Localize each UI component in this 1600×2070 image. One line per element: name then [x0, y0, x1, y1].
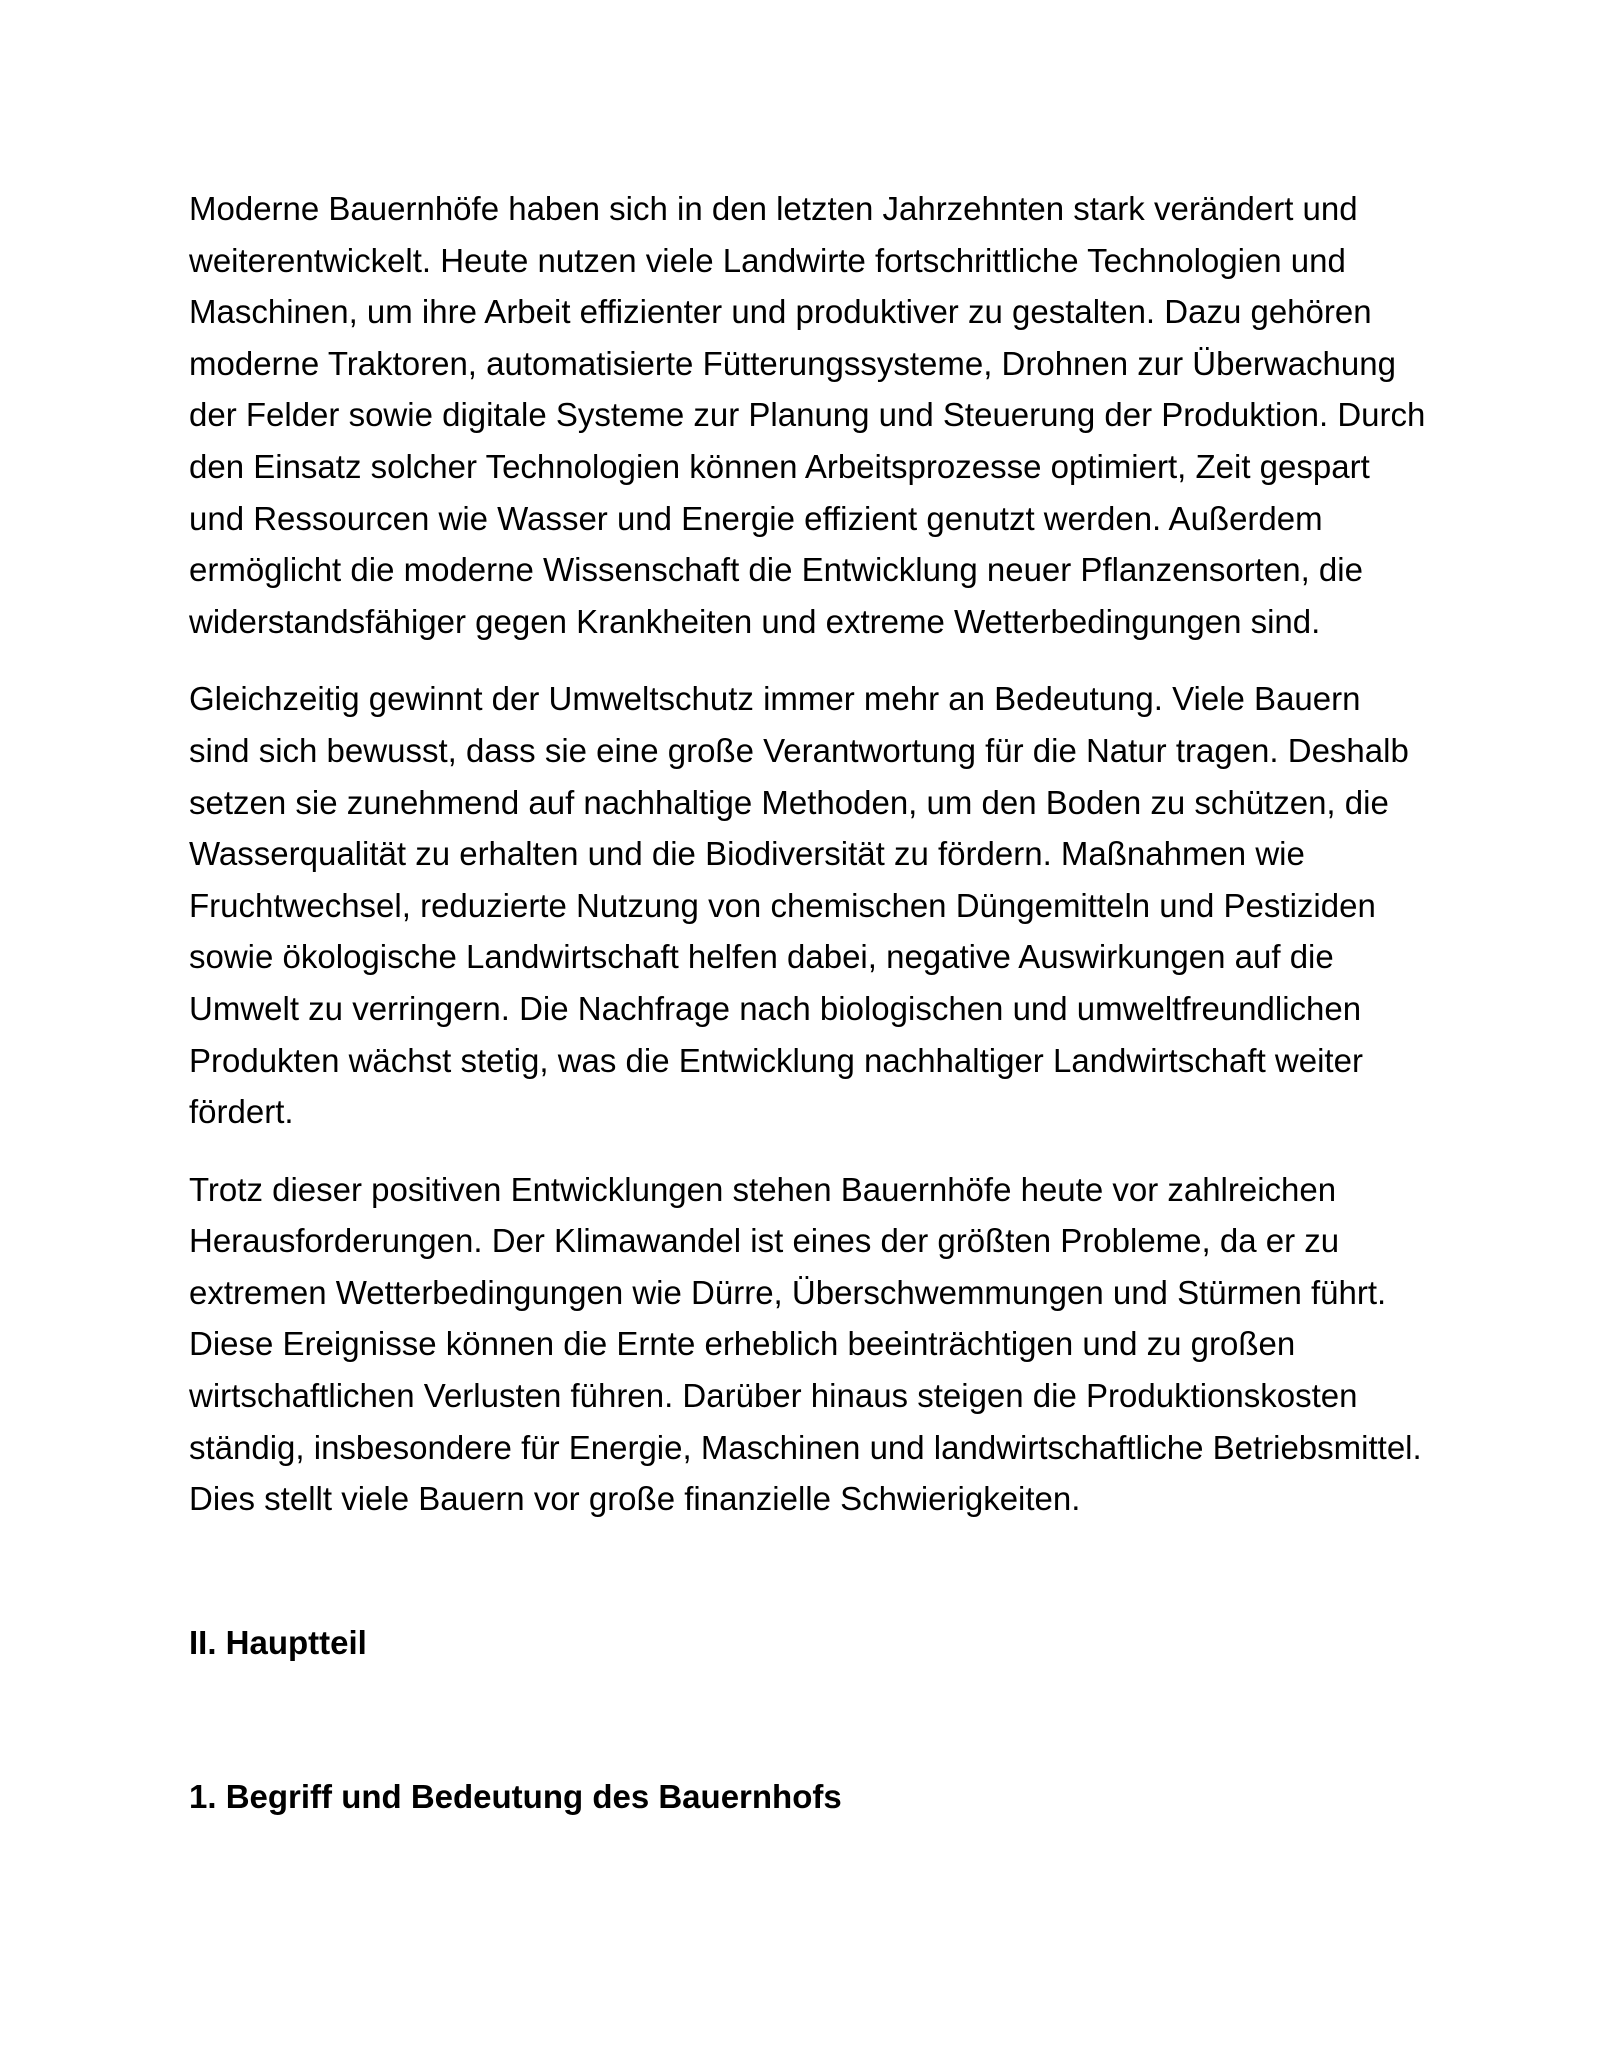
paragraph-modern-farms: Moderne Bauernhöfe haben sich in den letzten Jahrzehnten stark verändert und weiterentwickelt. Heute nutzen viele Landwirte fortschrittliche Technologien und Maschinen, um ihre Arbeit effizienter und produktiver zu gestalten. Dazu gehören moderne Traktoren, automatisierte Fütterungssysteme, Drohnen zur Überwachung der Felder sowie digitale Systeme zur Planung und Steuerung der Produktion. Durch den Einsatz solcher Technologien können Arbeitsprozesse optimiert, Zeit gespart und Ressourcen wie Wasser und Energie effizient genutzt werden. Außerdem ermöglicht die moderne Wissenschaft die Entwicklung neuer Pflanzensorten, die widerstandsfähiger gegen Krankheiten und extreme Wetterbedingungen sind.: [189, 190, 1426, 640]
paragraph-challenges: Trotz dieser positiven Entwicklungen stehen Bauernhöfe heute vor zahlreichen Herausforderungen. Der Klimawandel ist eines der größten Probleme, da er zu extremen Wetterbedingungen wie Dürre, Überschwemmungen und Stürmen führt. Diese Ereignisse können die Ernte erheblich beeinträchtigen und zu großen wirtschaftlichen Verlusten führen. Darüber hinaus steigen die Produktionskosten ständig, insbesondere für Energie, Maschinen und landwirtschaftliche Betriebsmittel. Dies stellt viele Bauern vor große finanzielle Schwierigkeiten.: [189, 1170, 1422, 1518]
subsection-heading: 1. Begriff und Bedeutung des Bauernhofs: [189, 1778, 842, 1816]
paragraph-environmental-protection: Gleichzeitig gewinnt der Umweltschutz immer mehr an Bedeutung. Viele Bauern sind sich bewusst, dass sie eine große Verantwortung für die Natur tragen. Deshalb setzen sie zunehmend auf nachhaltige Methoden, um den Boden zu schützen, die Wasserqualität zu erhalten und die Biodiversität zu fördern. Maßnahmen wie Fruchtwechsel, reduzierte Nutzung von chemischen Düngemitteln und Pestiziden sowie ökologische Landwirtschaft helfen dabei, negative Auswirkungen auf die Umwelt zu verringern. Die Nachfrage nach biologischen und umweltfreundlichen Produkten wächst stetig, was die Entwicklung nachhaltiger Landwirtschaft weiter fördert.: [189, 680, 1409, 1131]
section-heading: II. Hauptteil: [189, 1623, 367, 1661]
document-body: [189, 183, 1429, 1823]
